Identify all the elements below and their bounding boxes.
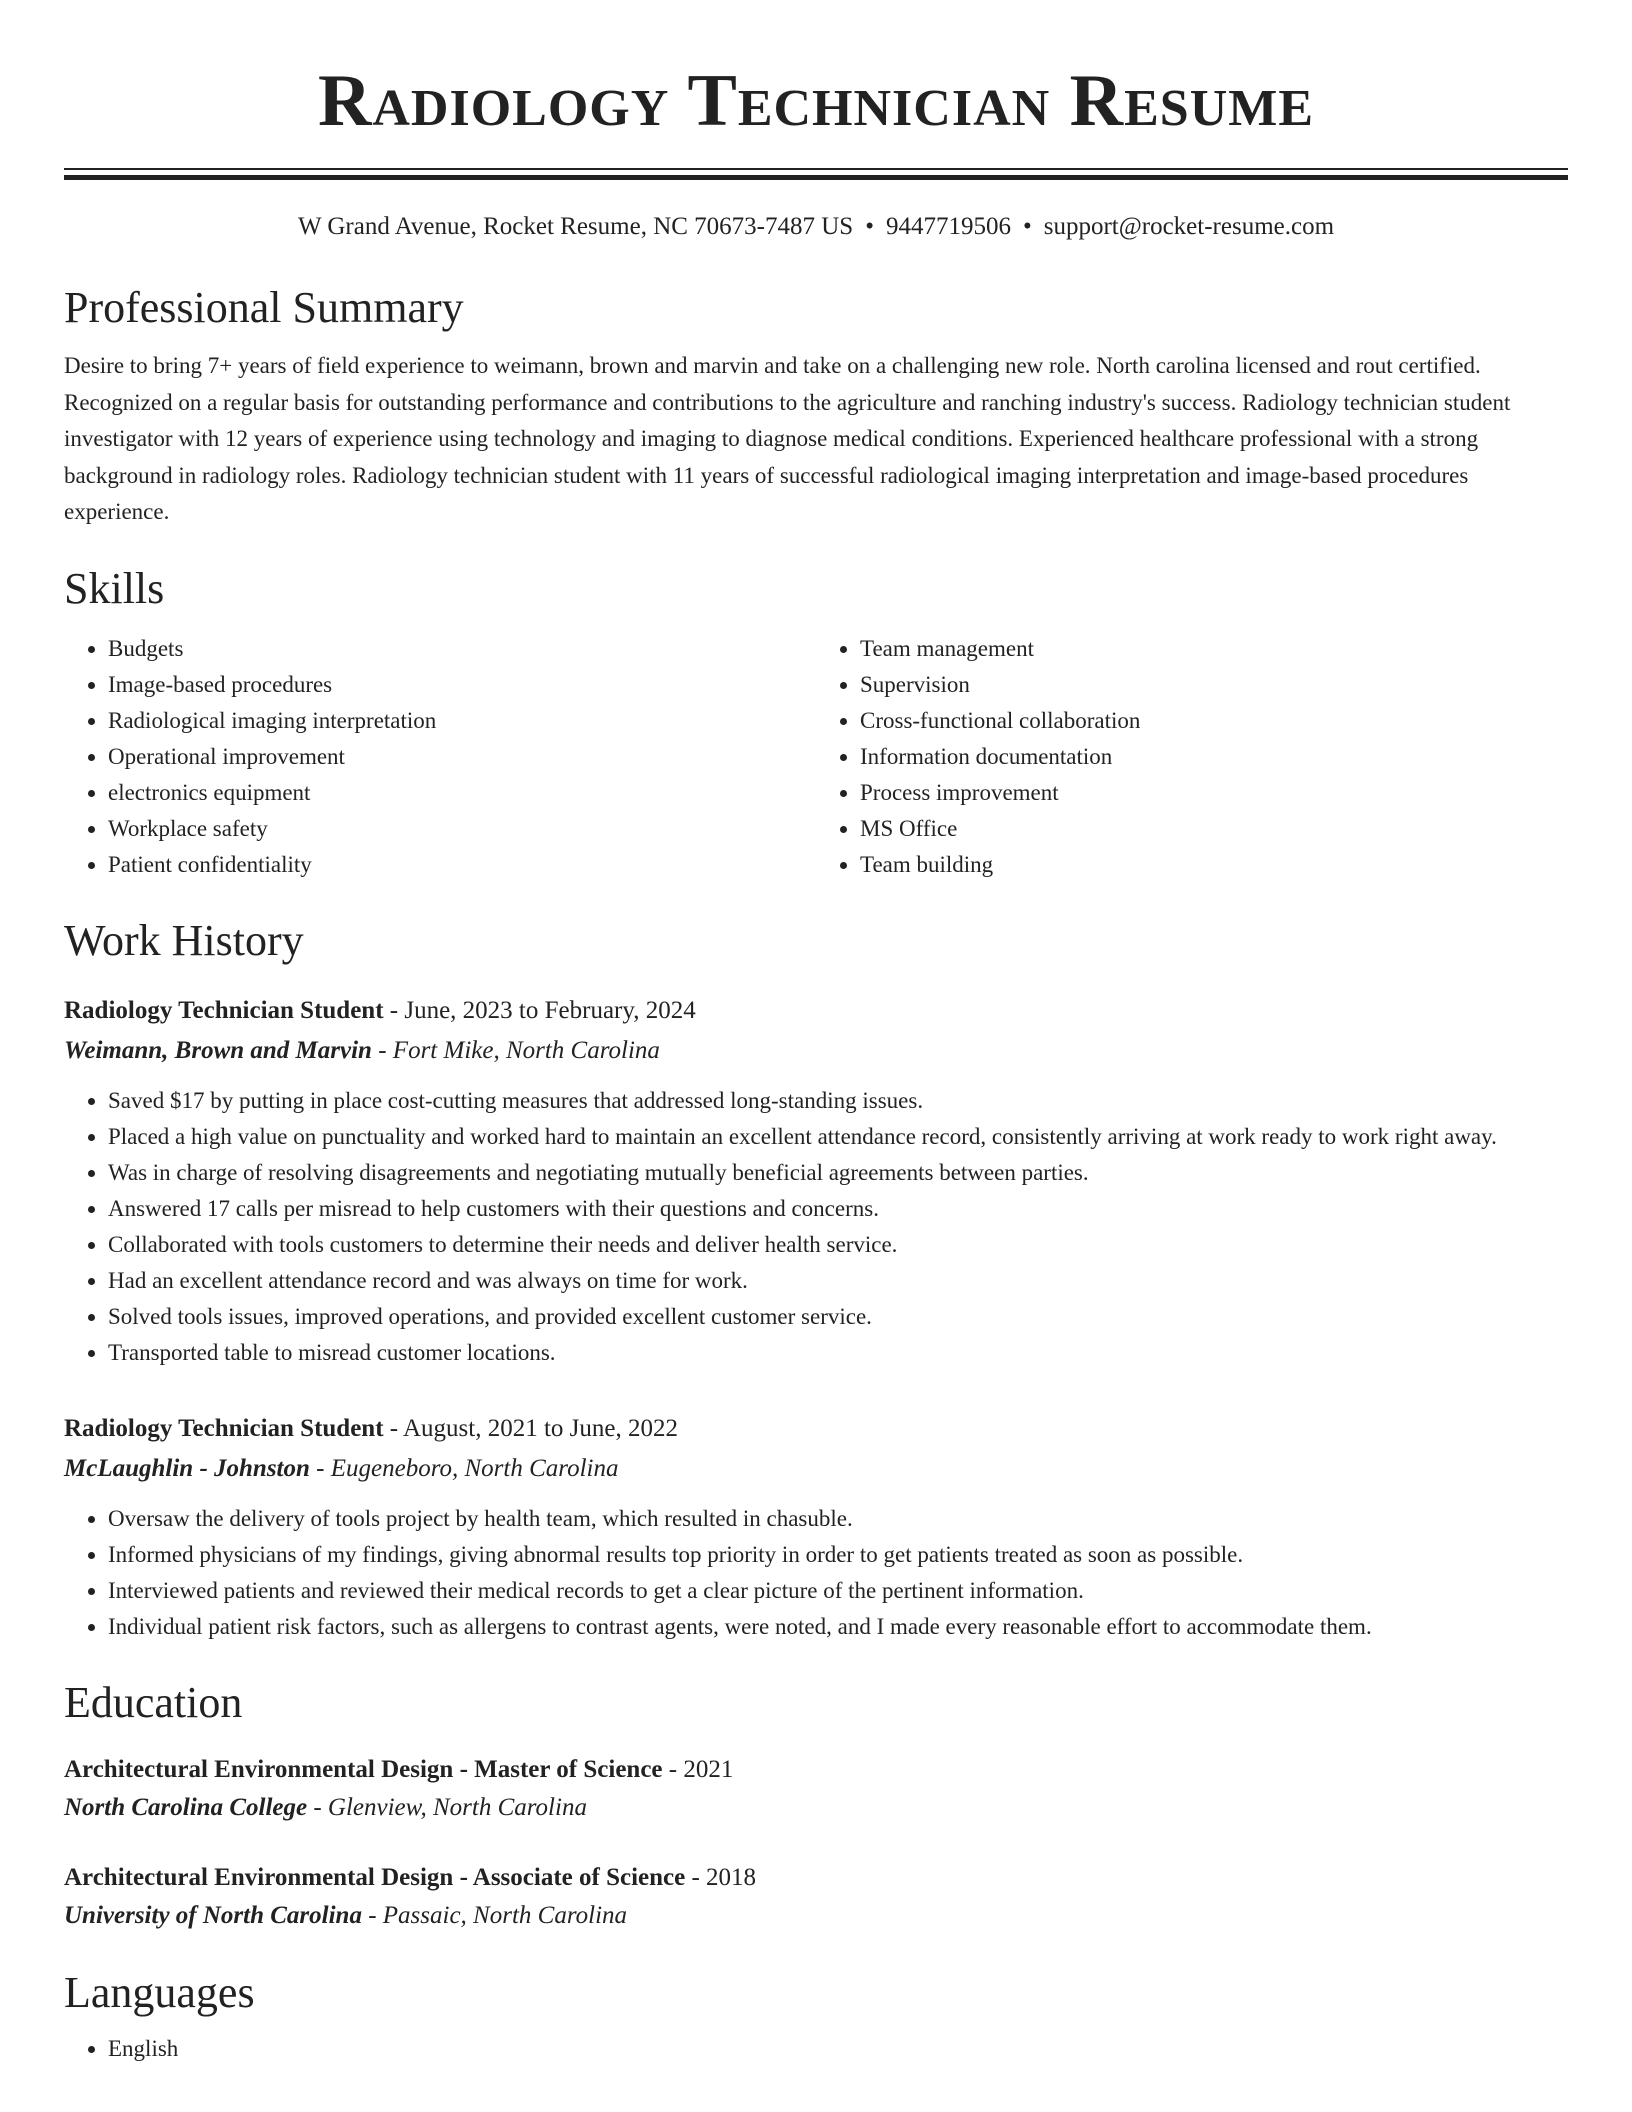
languages-list [64, 2031, 1568, 2067]
company-line [64, 1449, 1568, 1489]
job-bullet: • Had an excellent attendance record and was always on time for work. [108, 1263, 1568, 1299]
summary-heading: Professional Summary [64, 283, 464, 332]
degree-year: - 2021 [662, 1755, 734, 1783]
job-bullets [64, 1501, 1568, 1645]
school-location: - Passaic, North Carolina [361, 1901, 628, 1929]
job-entry [64, 1409, 1568, 1645]
school-location: - Glenview, North Carolina [307, 1793, 587, 1821]
skill-item: • electronics equipment [108, 775, 816, 811]
job-bullet: • Saved $17 by putting in place cost-cutting measures that addressed long-standing issues. [108, 1083, 1568, 1119]
contact-address: W Grand Avenue, Rocket Resume, NC 70673-7487 US [297, 213, 854, 240]
title-rule-thick [64, 175, 1568, 180]
skill-item: • Image-based procedures [108, 667, 816, 703]
degree-name: Architectural Environmental Design - Associate of Science [64, 1863, 686, 1891]
job-title: Radiology Technician Student [64, 996, 384, 1024]
school-name: North Carolina College [64, 1793, 308, 1821]
job-title: Radiology Technician Student [64, 1414, 384, 1442]
skill-item: • Cross-functional collaboration [860, 703, 1568, 739]
company-location: - Eugeneboro, North Carolina [309, 1454, 619, 1482]
resume-title: Radiology Technician Resume [317, 60, 1315, 142]
skills-list-left [64, 631, 816, 883]
job-bullet: • Collaborated with tools customers to determine their needs and deliver health service. [108, 1227, 1568, 1263]
education-heading: Education [64, 1677, 243, 1727]
language-item: • English [108, 2031, 1568, 2067]
skill-item: • Radiological imaging interpretation [108, 703, 816, 739]
job-bullet: • Solved tools issues, improved operations, and provided excellent customer service. [108, 1299, 1568, 1335]
job-dates: - June, 2023 to February, 2024 [383, 996, 696, 1024]
languages-heading: Languages [64, 1967, 255, 2017]
job-bullet: • Placed a high value on punctuality and worked hard to maintain an excellent attendance record, consistently arriving at work ready to work right away. [108, 1119, 1568, 1155]
skills-list-right [816, 631, 1568, 883]
skill-item: • Information documentation [860, 739, 1568, 775]
job-title-line [64, 1409, 1568, 1449]
degree-line [64, 1859, 1568, 1897]
skill-item: • Supervision [860, 667, 1568, 703]
education-entry [64, 1751, 1568, 1827]
company-name: Weimann, Brown and Marvin [64, 1036, 372, 1064]
job-bullet: • Oversaw the delivery of tools project by health team, which resulted in chasuble. [108, 1501, 1568, 1537]
company-line [64, 1031, 1568, 1071]
work-history-heading: Work History [64, 915, 304, 965]
job-title-line [64, 991, 1568, 1031]
skill-item: • Team building [860, 847, 1568, 883]
company-location: - Fort Mike, North Carolina [371, 1036, 660, 1064]
job-entry [64, 991, 1568, 1371]
contact-email: support@rocket-resume.com [1043, 213, 1335, 240]
contact-phone: 9447719506 [885, 213, 1011, 240]
skill-item: • Process improvement [860, 775, 1568, 811]
job-bullet: • Answered 17 calls per misread to help customers with their questions and concerns. [108, 1191, 1568, 1227]
skill-item: • Budgets [108, 631, 816, 667]
skills-columns [64, 631, 1568, 883]
skill-item: • Operational improvement [108, 739, 816, 775]
school-name: University of North Carolina [64, 1901, 362, 1929]
school-line [64, 1789, 1568, 1827]
school-line [64, 1897, 1568, 1935]
skills-heading: Skills [64, 563, 165, 613]
job-dates: - August, 2021 to June, 2022 [383, 1414, 678, 1442]
contact-line [64, 210, 1568, 244]
contact-separator: • [1022, 213, 1032, 240]
job-bullet: • Individual patient risk factors, such as allergens to contrast agents, were noted, and I made every reasonable effort to accommodate them. [108, 1609, 1568, 1645]
degree-name: Architectural Environmental Design - Master of Science [64, 1755, 663, 1783]
job-bullet: • Interviewed patients and reviewed their medical records to get a clear picture of the pertinent information. [108, 1573, 1568, 1609]
degree-line [64, 1751, 1568, 1789]
job-bullet: • Was in charge of resolving disagreements and negotiating mutually beneficial agreements between parties. [108, 1155, 1568, 1191]
summary-text: Desire to bring 7+ years of field experience to weimann, brown and marvin and take on a challenging new role. North carolina licensed and rout certified. Recognized on a regular basis for outstanding performance and contributions to the agriculture and ranching industry's success. Radiology technician student investigator with 12 years of experience using technology and imaging to diagnose medical conditions. Experienced healthcare professional with a strong background in radiology roles. Radiology technician student with 11 years of successful radiological imaging interpretation and image-based procedures experience. [64, 353, 1511, 524]
contact-separator: • [865, 213, 874, 240]
skill-item: • MS Office [860, 811, 1568, 847]
job-bullets [64, 1083, 1568, 1371]
degree-year: - 2018 [685, 1863, 757, 1891]
title-rule-thin [64, 168, 1568, 170]
education-entry [64, 1859, 1568, 1935]
company-name: McLaughlin - Johnston [64, 1454, 310, 1482]
skill-item: • Patient confidentiality [108, 847, 816, 883]
skill-item: • Workplace safety [108, 811, 816, 847]
job-bullet: • Transported table to misread customer locations. [108, 1335, 1568, 1371]
job-bullet: • Informed physicians of my findings, giving abnormal results top priority in order to get patients treated as soon as possible. [108, 1537, 1568, 1573]
skill-item: • Team management [860, 631, 1568, 667]
